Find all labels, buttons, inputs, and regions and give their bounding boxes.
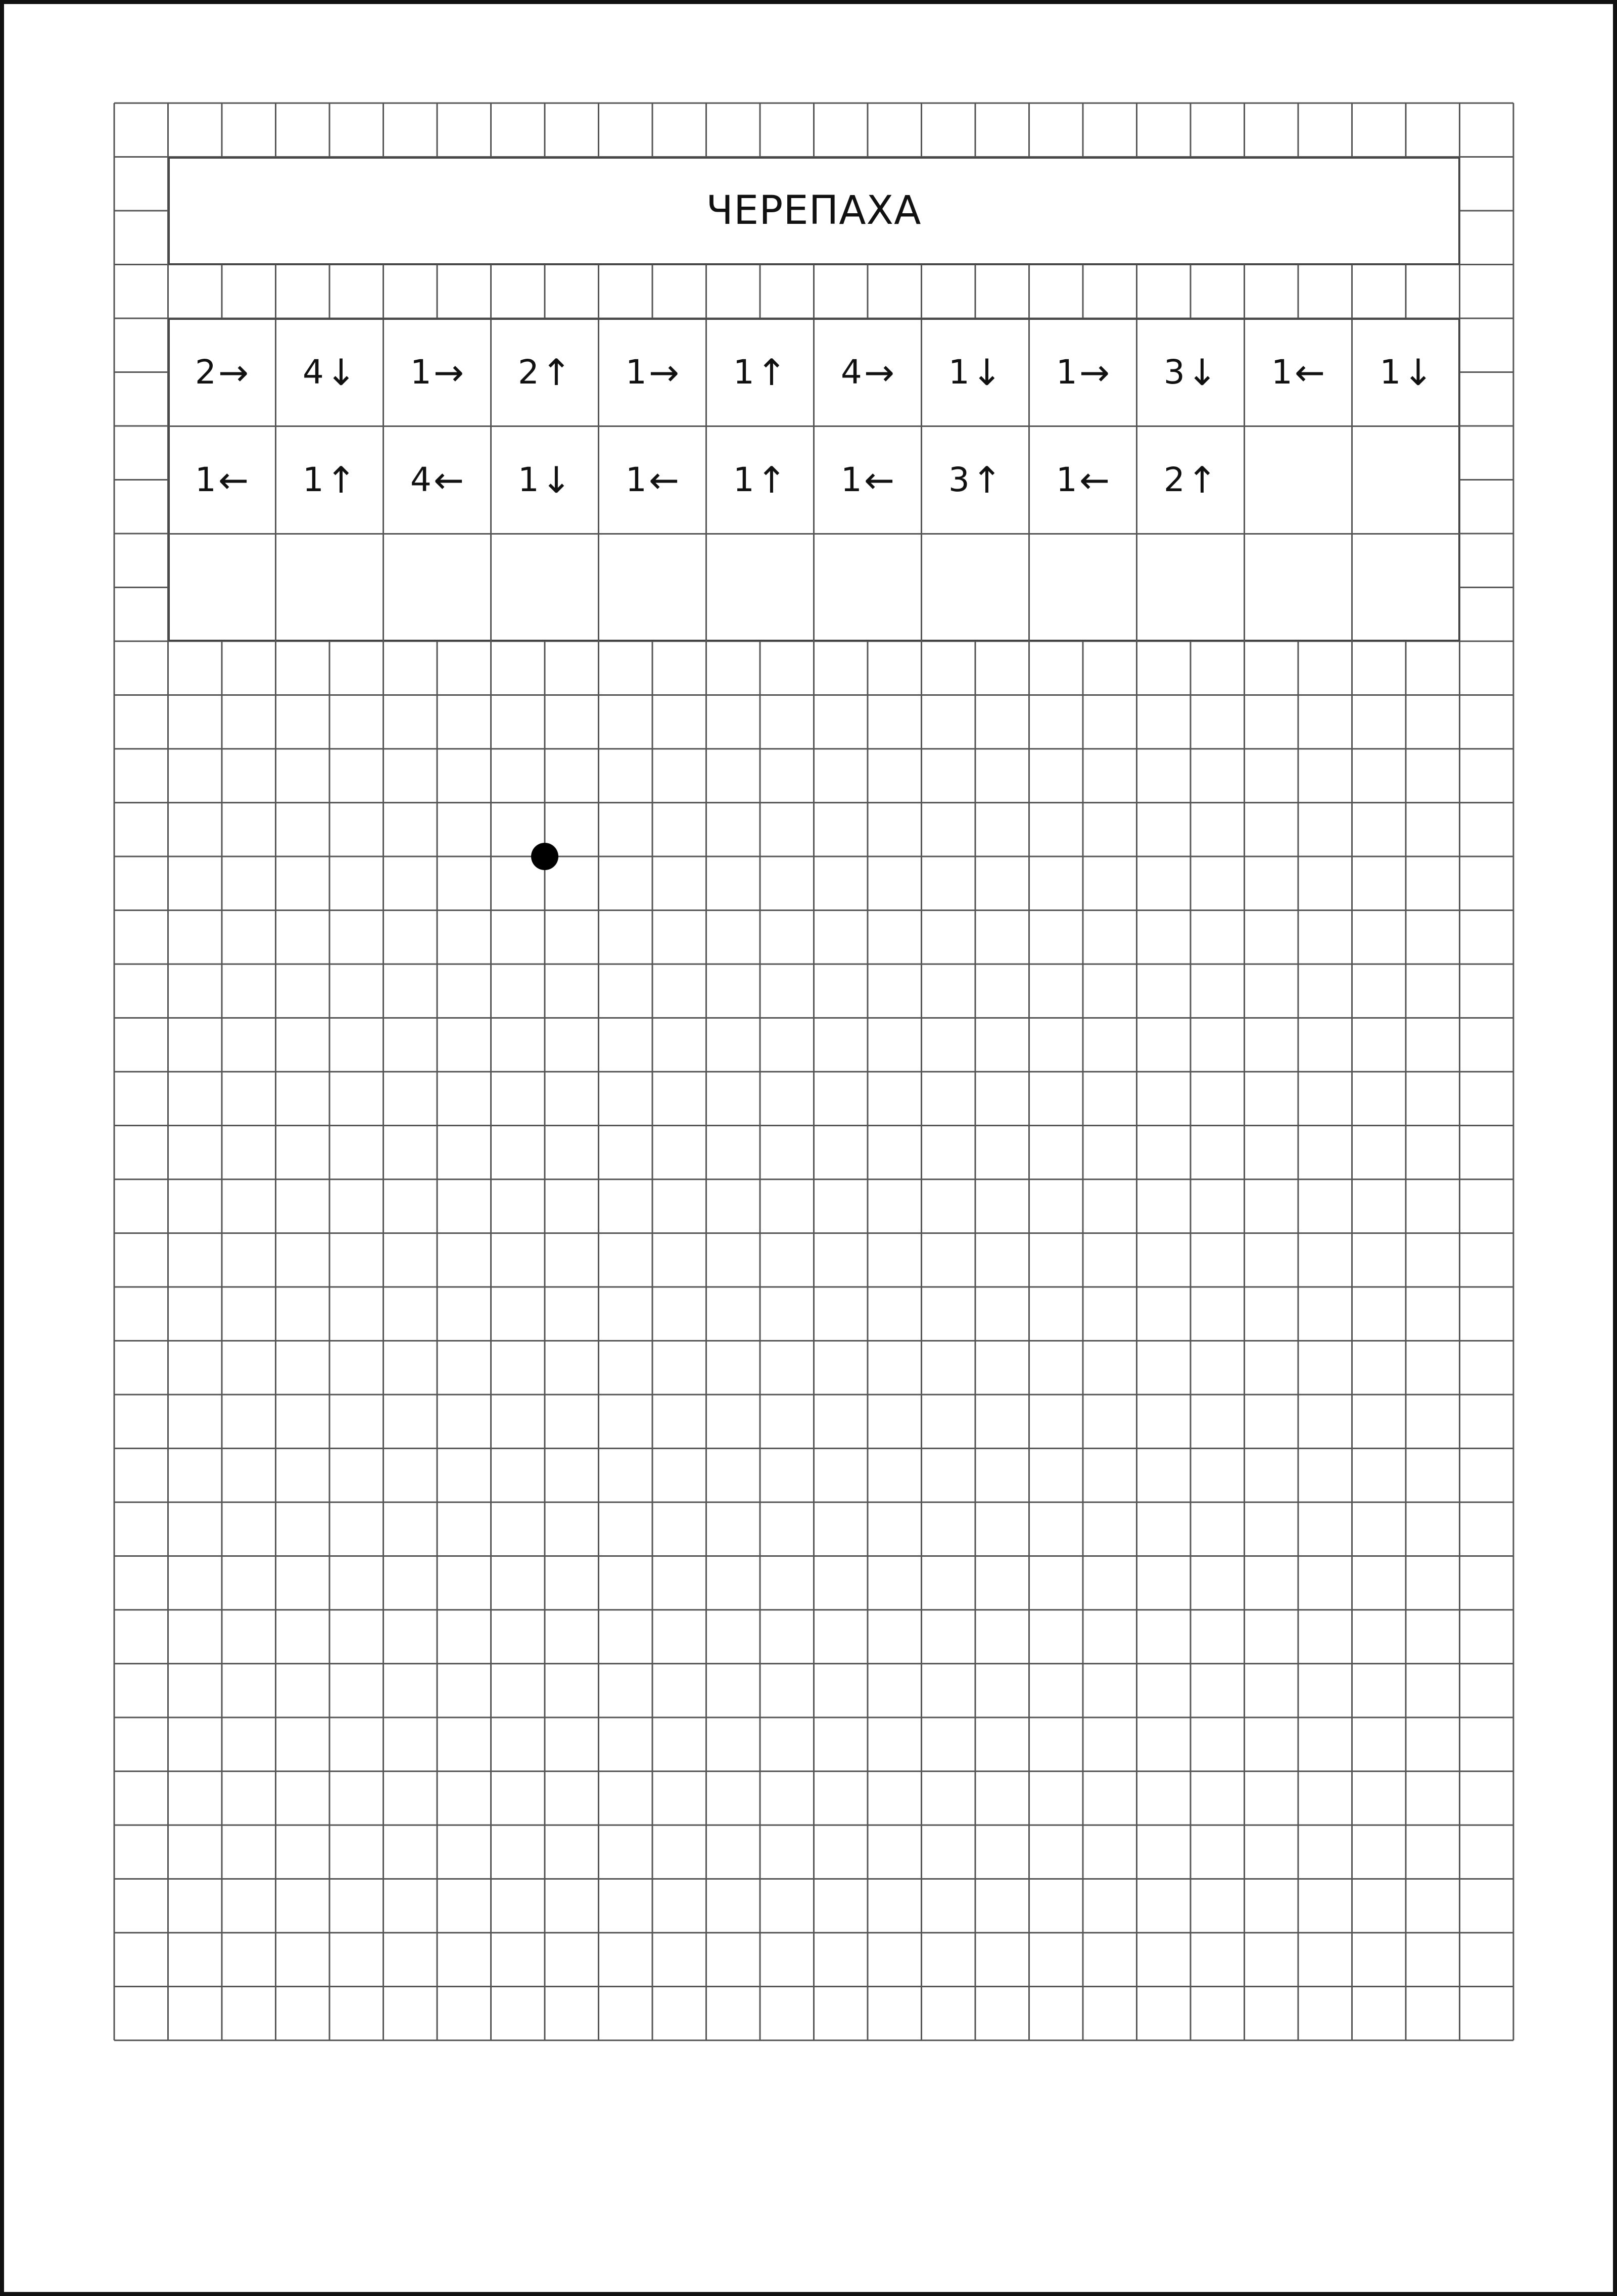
step-count: 1	[410, 353, 432, 392]
instruction-empty	[492, 535, 599, 642]
instruction-left	[384, 427, 492, 535]
arrow-up-icon: ↑	[971, 458, 1003, 501]
instruction-empty	[384, 535, 492, 642]
arrow-up-icon: ↑	[756, 351, 787, 394]
arrow-left-icon: ←	[648, 458, 680, 501]
instruction-right	[599, 319, 707, 427]
instruction-down	[492, 427, 599, 535]
step-count: 4	[840, 353, 862, 392]
step-count: 1	[840, 460, 862, 499]
instruction-up	[707, 319, 815, 427]
instruction-right	[1030, 319, 1137, 427]
instruction-empty	[1353, 535, 1460, 642]
instruction-empty	[1245, 535, 1353, 642]
instruction-up	[922, 427, 1030, 535]
instructions-table	[168, 318, 1460, 641]
title-text: ЧЕРЕПАХА	[706, 188, 922, 233]
instruction-left	[815, 427, 922, 535]
instruction-empty	[276, 535, 384, 642]
step-count: 1	[948, 353, 970, 392]
instruction-up	[707, 427, 815, 535]
arrow-up-icon: ↑	[756, 458, 787, 501]
start-point-dot	[531, 843, 558, 870]
instruction-empty	[707, 535, 815, 642]
instruction-down	[1353, 319, 1460, 427]
step-count: 1	[1056, 460, 1077, 499]
step-count: 1	[1056, 353, 1077, 392]
instruction-right	[384, 319, 492, 427]
arrow-right-icon: →	[1079, 351, 1110, 394]
instruction-left	[169, 427, 276, 535]
arrow-down-icon: ↓	[541, 458, 572, 501]
step-count: 1	[517, 460, 539, 499]
arrow-right-icon: →	[648, 351, 680, 394]
instruction-right	[815, 319, 922, 427]
step-count: 2	[1163, 460, 1185, 499]
step-count: 1	[302, 460, 324, 499]
instruction-empty	[1245, 427, 1353, 535]
arrow-up-icon: ↑	[541, 351, 572, 394]
instruction-empty	[1137, 535, 1245, 642]
instruction-empty	[1353, 427, 1460, 535]
arrow-left-icon: ←	[1294, 351, 1325, 394]
step-count: 3	[948, 460, 970, 499]
instruction-down	[276, 319, 384, 427]
step-count: 4	[410, 460, 432, 499]
step-count: 1	[625, 353, 647, 392]
arrow-up-icon: ↑	[1186, 458, 1218, 501]
instruction-left	[599, 427, 707, 535]
step-count: 2	[195, 353, 216, 392]
worksheet-title	[168, 157, 1460, 265]
instruction-empty	[169, 535, 276, 642]
instruction-empty	[815, 535, 922, 642]
instruction-right	[169, 319, 276, 427]
arrow-down-icon: ↓	[1403, 351, 1434, 394]
arrow-left-icon: ←	[433, 458, 464, 501]
instruction-up	[492, 319, 599, 427]
step-count: 4	[302, 353, 324, 392]
arrow-left-icon: ←	[1079, 458, 1110, 501]
instruction-left	[1030, 427, 1137, 535]
step-count: 1	[733, 460, 754, 499]
step-count: 1	[1380, 353, 1401, 392]
step-count: 1	[1271, 353, 1293, 392]
step-count: 1	[733, 353, 754, 392]
step-count: 2	[517, 353, 539, 392]
arrow-left-icon: ←	[218, 458, 249, 501]
arrow-down-icon: ↓	[1186, 351, 1218, 394]
instruction-up	[276, 427, 384, 535]
step-count: 1	[195, 460, 216, 499]
arrow-right-icon: →	[433, 351, 464, 394]
arrow-down-icon: ↓	[325, 351, 357, 394]
instruction-down	[1137, 319, 1245, 427]
step-count: 1	[625, 460, 647, 499]
arrow-left-icon: ←	[864, 458, 895, 501]
step-count: 3	[1163, 353, 1185, 392]
instruction-left	[1245, 319, 1353, 427]
instruction-empty	[599, 535, 707, 642]
instruction-empty	[922, 535, 1030, 642]
arrow-down-icon: ↓	[971, 351, 1003, 394]
instruction-up	[1137, 427, 1245, 535]
instruction-down	[922, 319, 1030, 427]
instruction-empty	[1030, 535, 1137, 642]
arrow-right-icon: →	[218, 351, 249, 394]
arrow-right-icon: →	[864, 351, 895, 394]
arrow-up-icon: ↑	[325, 458, 357, 501]
